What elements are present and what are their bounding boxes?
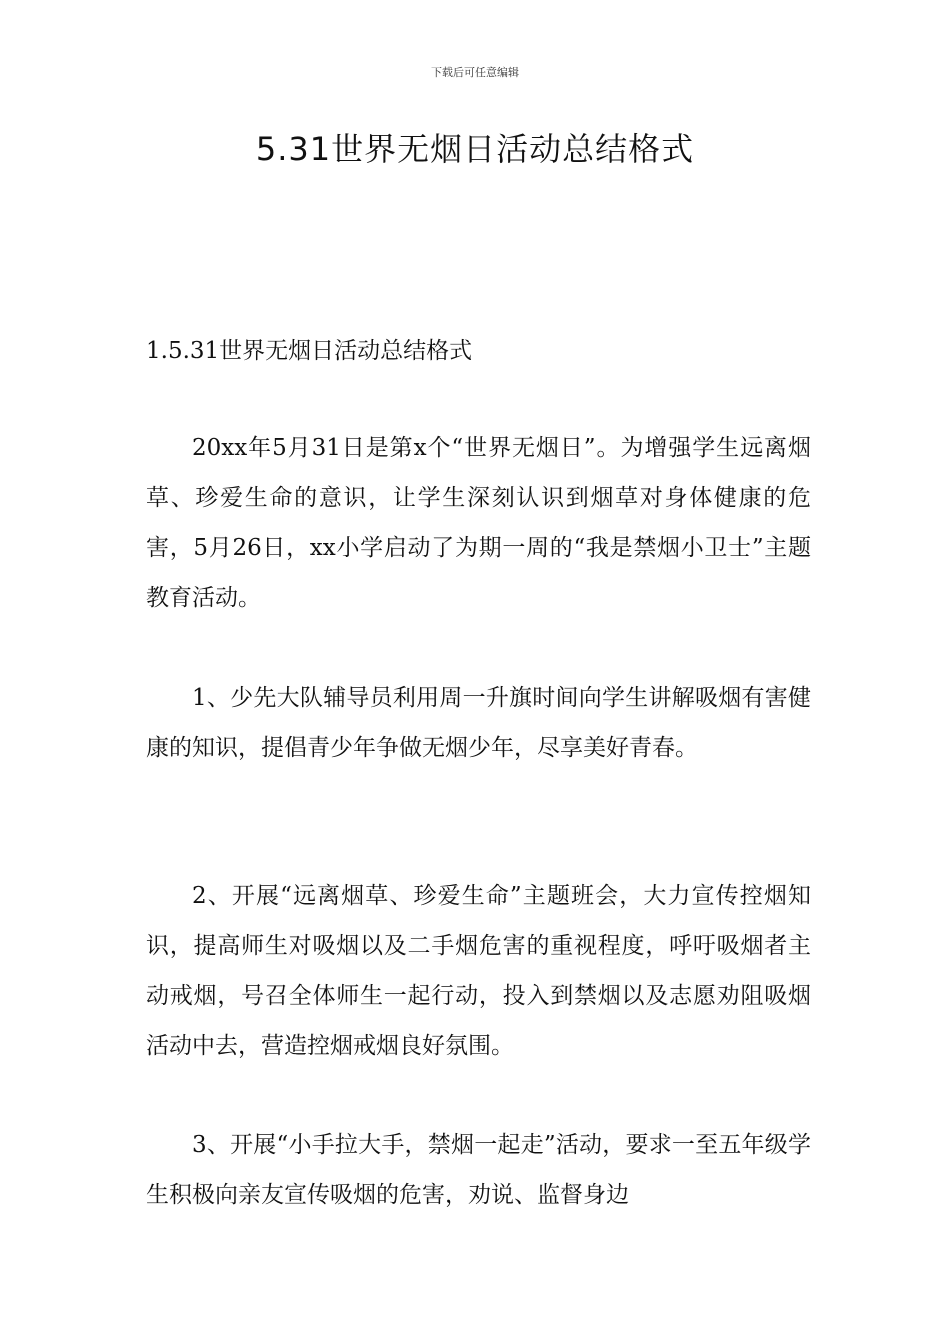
document-title: 5.31世界无烟日活动总结格式 <box>255 130 695 168</box>
section-heading: 1.5.31世界无烟日活动总结格式 <box>146 338 473 364</box>
header-note: 下载后可任意编辑 <box>431 66 519 79</box>
activity-item-2-paragraph: 2、开展“远离烟草、珍爱生命”主题班会，大力宣传控烟知识，提高师生对吸烟以及二手烟危害的重视程度，呼吁吸烟者主动戒烟，号召全体师生一起行动，投入到禁烟以及志愿劝阻吸烟活动中去，营造控烟戒烟良好氛围。 <box>146 883 811 1059</box>
activity-item-3-paragraph: 3、开展“小手拉大手，禁烟一起走”活动，要求一至五年级学生积极向亲友宣传吸烟的危害，劝说、监督身边 <box>146 1132 811 1208</box>
activity-item-1-paragraph: 1、少先大队辅导员利用周一升旗时间向学生讲解吸烟有害健康的知识，提倡青少年争做无烟少年，尽享美好青春。 <box>146 685 811 761</box>
intro-paragraph: 20xx年5月31日是第x个“世界无烟日”。为增强学生远离烟草、珍爱生命的意识，让学生深刻认识到烟草对身体健康的危害，5月26日，xx小学启动了为期一周的“我是禁烟小卫士”主题教育活动。 <box>146 435 811 611</box>
